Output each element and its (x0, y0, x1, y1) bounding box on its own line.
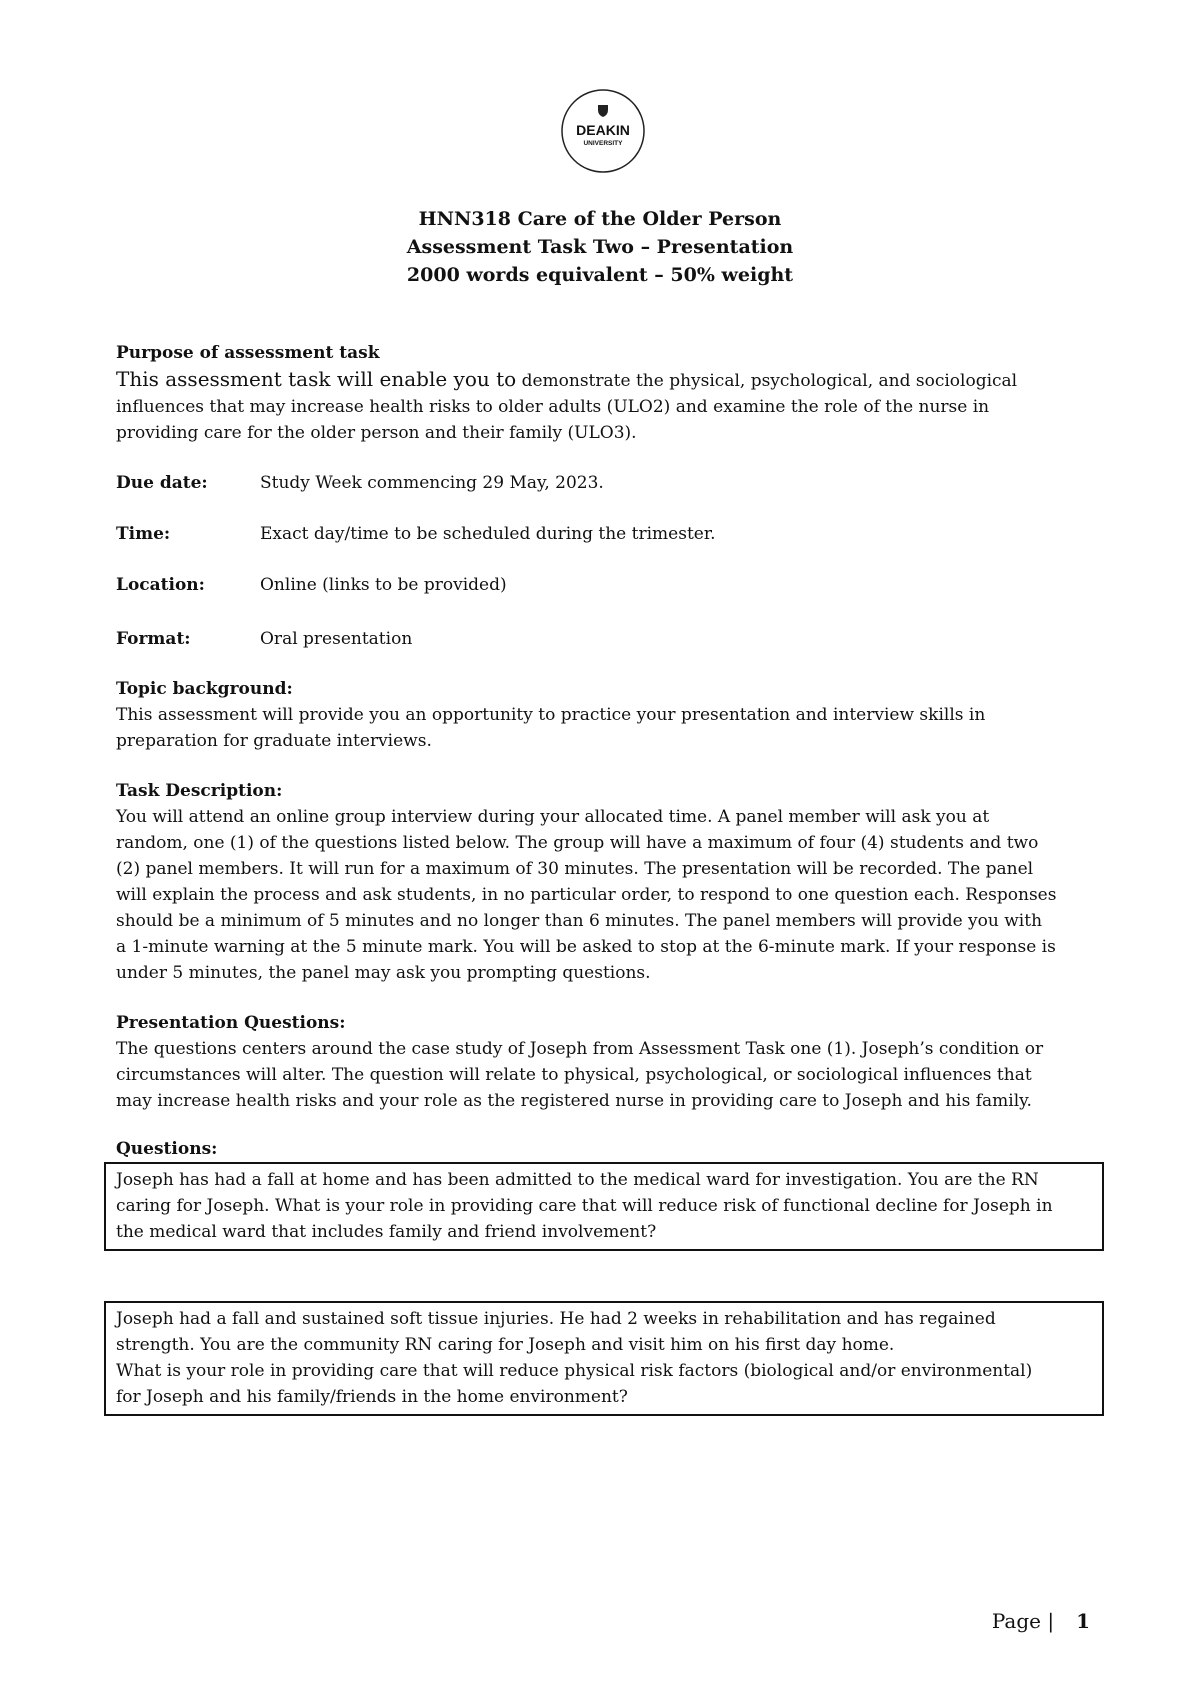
task-line: a 1-minute warning at the 5 minute mark. You will be asked to stop at the 6-minute mark. If your response is (116, 937, 1056, 957)
page-label: Page | (991, 1609, 1055, 1633)
purpose-heading: Purpose of assessment task (116, 343, 380, 363)
detail-label: Location: (116, 575, 205, 595)
logo-line1: DEAKIN (576, 122, 630, 138)
topic-heading: Topic background: (116, 679, 293, 699)
task-heading: Task Description: (116, 781, 283, 801)
title-task: Assessment Task Two – Presentation (406, 236, 794, 258)
deakin-university-logo (560, 88, 646, 174)
topic-line: This assessment will provide you an opportunity to practice your presentation and interview skills in (116, 705, 986, 725)
question-box-1 (104, 1162, 1104, 1251)
question-box-2 (104, 1301, 1104, 1416)
question-line: strength. You are the community RN caring for Joseph and visit him on his first day home. (116, 1335, 895, 1355)
presentation-line: The questions centers around the case study of Joseph from Assessment Task one (1). Joseph’s condition or (116, 1039, 1044, 1059)
detail-value: Oral presentation (260, 629, 413, 649)
detail-row-location (116, 572, 1106, 598)
task-line: random, one (1) of the questions listed below. The group will have a maximum of four (4) students and two (116, 833, 1039, 853)
page-footer (992, 1609, 1090, 1633)
document-title (0, 205, 1200, 289)
page-number: 1 (1076, 1609, 1090, 1633)
detail-row-due-date (116, 470, 1106, 496)
detail-label: Format: (116, 629, 191, 649)
purpose-text-3: providing care for the older person and their family (ULO3). (116, 423, 637, 443)
detail-value: Study Week commencing 29 May, 2023. (260, 473, 604, 493)
purpose-text-1: demonstrate the physical, psychological, and sociological (516, 371, 1018, 391)
purpose-lead: This assessment task will enable you to (116, 367, 517, 391)
detail-label: Time: (116, 524, 171, 544)
question-line: the medical ward that includes family and friend involvement? (116, 1222, 657, 1242)
questions-heading: Questions: (116, 1139, 218, 1159)
purpose-text (116, 366, 1106, 446)
detail-value: Exact day/time to be scheduled during the trimester. (260, 524, 716, 544)
question-line: caring for Joseph. What is your role in providing care that will reduce risk of functional decline for Joseph in (116, 1196, 1053, 1216)
task-line: You will attend an online group interview during your allocated time. A panel member will ask you at (116, 807, 990, 827)
document-body (116, 340, 1106, 1416)
topic-line: preparation for graduate interviews. (116, 731, 432, 751)
presentation-heading: Presentation Questions: (116, 1013, 346, 1033)
purpose-text-2: influences that may increase health risks to older adults (ULO2) and examine the role of the nurse in (116, 397, 990, 417)
question-line: Joseph had a fall and sustained soft tissue injuries. He had 2 weeks in rehabilitation and has regained (116, 1309, 996, 1329)
question-line: What is your role in providing care that will reduce physical risk factors (biological and/or environmental) (116, 1361, 1033, 1381)
detail-row-time (116, 521, 1106, 547)
task-line: will explain the process and ask students, in no particular order, to respond to one question each. Responses (116, 885, 1057, 905)
task-line: should be a minimum of 5 minutes and no longer than 6 minutes. The panel members will provide you with (116, 911, 1043, 931)
presentation-line: circumstances will alter. The question will relate to physical, psychological, or sociological influences that (116, 1065, 1032, 1085)
detail-value: Online (links to be provided) (260, 575, 507, 595)
question-line: Joseph has had a fall at home and has been admitted to the medical ward for investigation. You are the RN (116, 1170, 1039, 1190)
task-line: under 5 minutes, the panel may ask you prompting questions. (116, 963, 651, 983)
logo-line2: UNIVERSITY (583, 140, 623, 147)
question-line: for Joseph and his family/friends in the home environment? (116, 1387, 628, 1407)
title-weight: 2000 words equivalent – 50% weight (406, 264, 794, 286)
task-line: (2) panel members. It will run for a maximum of 30 minutes. The presentation will be recorded. The panel (116, 859, 1034, 879)
presentation-line: may increase health risks and your role as the registered nurse in providing care to Joseph and his family. (116, 1091, 1032, 1111)
detail-row-format (116, 626, 1106, 652)
title-course: HNN318 Care of the Older Person (418, 208, 782, 230)
detail-label: Due date: (116, 473, 208, 493)
